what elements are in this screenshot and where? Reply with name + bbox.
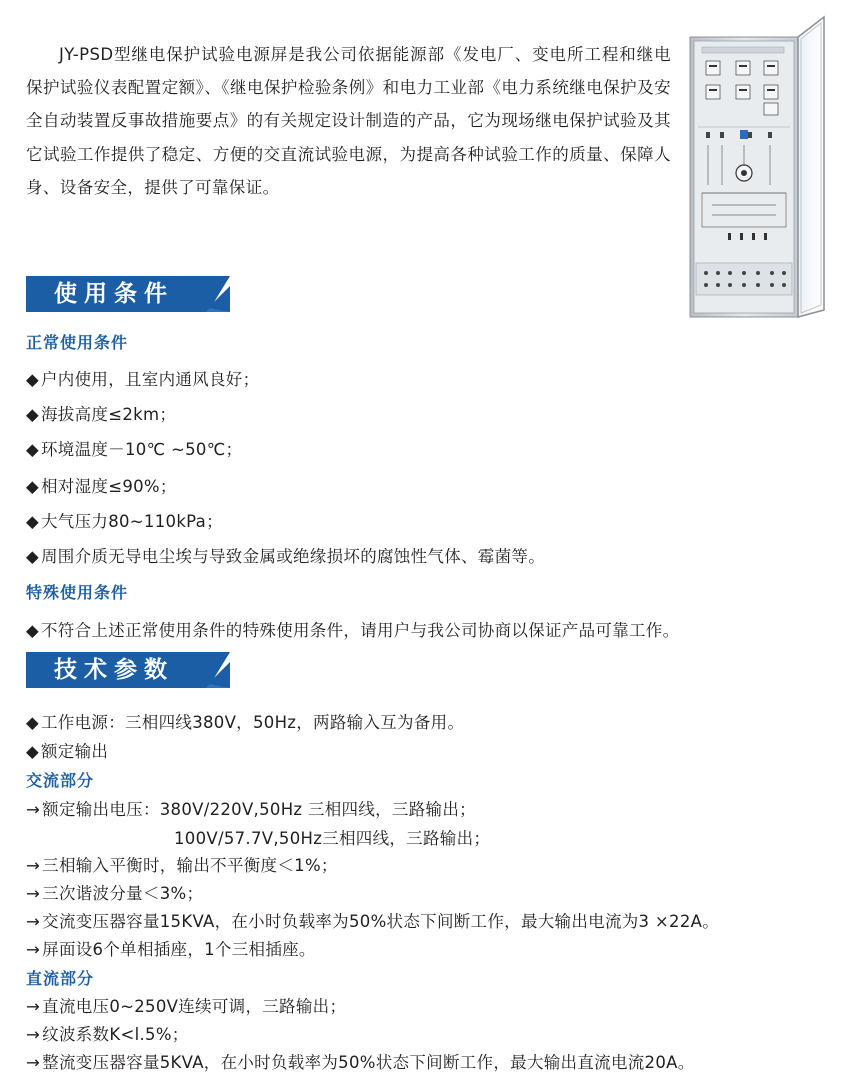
- diamond-bullet-icon: ◆: [26, 405, 39, 424]
- list-item: ◆ 海拔高度≤2km；: [26, 405, 177, 424]
- subhead-dc-part: 直流部分: [26, 969, 95, 988]
- product-cabinet-image: [688, 15, 828, 320]
- list-item-continuation: 100V/57.7V,50Hz三相四线，三路输出；: [174, 829, 491, 848]
- subhead-special-conditions: 特殊使用条件: [26, 583, 129, 602]
- list-item: ◆ 周围介质无导电尘埃与导致金属或绝缘损坏的腐蚀性气体、霉菌等。: [26, 547, 545, 566]
- diamond-bullet-icon: ◆: [26, 547, 39, 566]
- section-banner-tech: [26, 652, 230, 688]
- list-item: ◆ 不符合上述正常使用条件的特殊使用条件，请用户与我公司协商以保证产品可靠工作。: [26, 621, 680, 640]
- section-title-usage: 使用条件: [54, 281, 174, 307]
- list-item: ◆ 额定输出: [26, 742, 109, 761]
- arrow-bullet-icon: →: [26, 800, 41, 819]
- list-item: → 三次谐波分量＜3%；: [26, 884, 204, 903]
- list-item: ◆ 大气压力80~110kPa；: [26, 512, 223, 531]
- list-item: ◆ 户内使用，且室内通风良好；: [26, 370, 260, 389]
- list-item: → 三相输入平衡时，输出不平衡度＜1%；: [26, 856, 338, 875]
- section-banner-usage: [26, 276, 230, 312]
- arrow-bullet-icon: →: [26, 940, 41, 959]
- diamond-bullet-icon: ◆: [26, 370, 39, 389]
- diamond-bullet-icon: ◆: [26, 713, 39, 732]
- subhead-ac-part: 交流部分: [26, 771, 95, 790]
- diamond-bullet-icon: ◆: [26, 440, 39, 459]
- arrow-bullet-icon: →: [26, 1053, 41, 1072]
- diamond-bullet-icon: ◆: [26, 742, 39, 761]
- list-item: ◆ 相对湿度≤90%；: [26, 477, 177, 496]
- list-item: → 整流变压器容量5KVA，在小时负载率为50%状态下间断工作，最大输出直流电流20A。: [26, 1053, 695, 1072]
- list-item: → 额定输出电压：380V/220V,50Hz 三相四线，三路输出；: [26, 800, 476, 819]
- list-item: → 屏面设6个单相插座，1个三相插座。: [26, 940, 316, 959]
- arrow-bullet-icon: →: [26, 884, 41, 903]
- intro-paragraph: JY-PSD型继电保护试验电源屏是我公司依据能源部《发电厂、变电所工程和继电保护试验仪表配置定额》、《继电保护检验条例》和电力工业部《电力系统继电保护及安全自动装置反事故措施要点》的有关规定设计制造的产品，它为现场继电保护试验及其它试验工作提供了稳定、方便的交直流试验电源，为提高各种试验工作的质量、保障人身、设备安全，提供了可靠保证。: [26, 45, 671, 197]
- arrow-bullet-icon: →: [26, 856, 41, 875]
- arrow-bullet-icon: →: [26, 1025, 41, 1044]
- list-item: → 直流电压0~250V连续可调，三路输出；: [26, 997, 347, 1016]
- arrow-bullet-icon: →: [26, 912, 41, 931]
- list-item: ◆ 环境温度－10℃ ~50℃；: [26, 440, 243, 459]
- list-item: → 交流变压器容量15KVA，在小时负载率为50%状态下间断工作，最大输出电流为3 ×22A。: [26, 912, 719, 931]
- diamond-bullet-icon: ◆: [26, 477, 39, 496]
- arrow-bullet-icon: →: [26, 997, 41, 1016]
- list-item: ◆ 工作电源：三相四线380V，50Hz，两路输入互为备用。: [26, 713, 465, 732]
- section-title-tech: 技术参数: [54, 657, 174, 683]
- diamond-bullet-icon: ◆: [26, 512, 39, 531]
- subhead-normal-conditions: 正常使用条件: [26, 333, 129, 352]
- diamond-bullet-icon: ◆: [26, 621, 39, 640]
- list-item: → 纹波系数K<l.5%；: [26, 1025, 189, 1044]
